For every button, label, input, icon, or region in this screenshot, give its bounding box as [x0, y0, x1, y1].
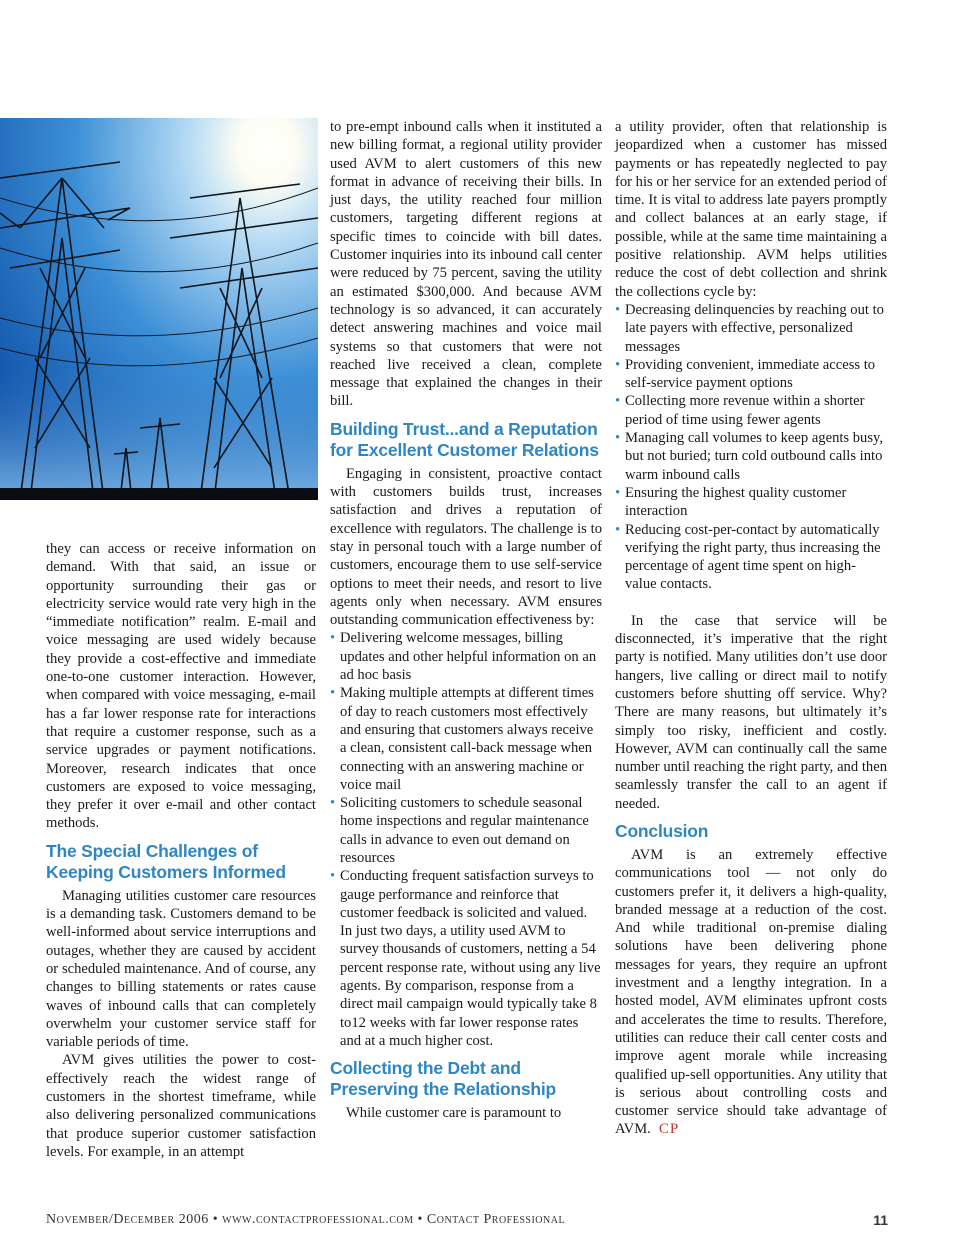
bullet-icon: •	[615, 484, 621, 501]
list-item: • Decreasing delinquencies by reaching out to late payers with effective, personalized messages	[615, 301, 884, 355]
page-footer	[46, 1212, 888, 1232]
section-heading: Building Trust...and a Reputation for Excellent Customer Relations	[330, 418, 599, 460]
list-item: • Conducting frequent satisfaction surveys to gauge performance and reinforce that customer feedback is solicited and valued. In just two days, a utility used AVM to survey thousands of customers, netting a 54 percent response rate, without using any live agents. By comparison, response from a direct mail campaign would typically take 8 to12 weeks with far lower response rates and at a much higher cost.	[330, 868, 601, 1049]
list-item: • Reducing cost-per-contact by automatically verifying the right party, thus increasing the percentage of agent time spent on high-value contacts.	[615, 521, 881, 593]
paragraph: Engaging in consistent, proactive contact with customers builds trust, increases satisfaction and drives a reputation of excellence with regulators. The challenge is to stay in personal touch with a large number of customers, encourage them to use self-service options to meet their needs, and resort to live agents only when necessary. AVM ensures outstanding communication effectiveness by:	[330, 465, 602, 629]
list-item: • Managing call volumes to keep agents busy, but not buried; turn cold outbound calls into warm inbound calls	[615, 430, 884, 483]
section-heading: The Special Challenges of Keeping Customers Informed	[46, 840, 286, 882]
bullet-icon: •	[330, 795, 336, 812]
list-item: • Delivering welcome messages, billing updates and other helpful information on an ad hoc basis	[330, 630, 597, 684]
paragraph: they can access or receive information on demand. With that said, an issue or opportunity surrounding their gas or electricity service would rate very high in the “immediate notification” realm. E-mail and voice messaging are used widely because they provide a cost-effective and immediate one-to-one customer interaction. However, when compared with voice messaging, e-mail has a far lower response rate for interactions that require a customer response, such as a service upgrades or payment notifications. Moreover, research indicates that once customers are exposed to voice messaging, they prefer it over e-mail and other contact methods.	[46, 541, 316, 832]
column-middle	[330, 118, 602, 1123]
paragraph: AVM gives utilities the power to cost-effectively reach the widest range of customers in the shortest timeframe, while also delivering personalized communications that produce superior customer satisfaction levels. For example, in an attempt	[46, 1052, 316, 1160]
section-heading: Conclusion	[615, 820, 709, 841]
bullet-icon: •	[615, 430, 621, 447]
page-number: 11	[873, 1212, 888, 1228]
list-item: • Making multiple attempts at different times of day to reach customers most effectively and ensuring that customers always receive a clean, consistent call-back message when connecting with an answering machine or voice mail	[330, 685, 594, 793]
bullet-icon: •	[615, 521, 621, 538]
paragraph: AVM is an extremely effective communications tool — not only do customers prefer it, it delivers a high-quality, branded message at a reduction of the cost. And while traditional on-premise dialing solutions have been delivering phone messages for years, they require an upfront investment and a lengthy integration. In a hosted model, AVM eliminates upfront costs and accelerates the time to results. Therefore, utilities can reduce their call center costs and improve agent morale while increasing qualified up-sell opportunities. Any utility that is serious about controlling costs and customer service should take advantage of AVM. CP	[615, 846, 887, 1138]
list-item: • Soliciting customers to schedule seasonal home inspections and regular maintenance calls in advance to even out demand on resources	[330, 795, 589, 866]
column-right	[615, 118, 887, 1139]
bullet-list	[615, 301, 887, 594]
paragraph: In the case that service will be disconnected, it’s imperative that the right party is notified. Many utilities don’t use door hangers, live calling or direct mail to notify customers before shutting off service. Why? There are many reasons, but ultimately it’s simply too risky, inefficient and costly. However, AVM can continually call the same number until reaching the right party, and then seamlessly transfer the call to an agent if needed.	[615, 612, 887, 812]
power-towers-photo	[0, 118, 318, 500]
column-left	[46, 540, 316, 1161]
section-heading: Collecting the Debt and Preserving the Relationship	[330, 1058, 557, 1100]
paragraph: Managing utilities customer care resources is a demanding task. Customers demand to be well-informed about service interruptions and outages, whether they are caused by accident or scheduled maintenance. And of course, any changes to billing statements or rates cause waves of inbound calls that can completely overwhelm your customer service staff for variable periods of time.	[46, 887, 316, 1051]
bullet-icon: •	[330, 630, 336, 647]
footer-text: November/December 2006 • www.contactprofessional.com • Contact Professional	[46, 1212, 566, 1227]
bullet-icon: •	[615, 301, 621, 318]
paragraph: While customer care is paramount to	[346, 1105, 562, 1122]
list-item: • Providing convenient, immediate access to self-service payment options	[615, 356, 876, 392]
power-transmission-towers-image	[0, 118, 318, 500]
bullet-list	[330, 629, 602, 1050]
bullet-icon: •	[330, 685, 336, 702]
list-item: • Ensuring the highest quality customer interaction	[615, 484, 847, 520]
bullet-icon: •	[615, 393, 621, 410]
bullet-icon: •	[615, 356, 621, 373]
bullet-icon: •	[330, 868, 336, 885]
list-item: • Collecting more revenue within a shorter period of time using fewer agents	[615, 393, 865, 428]
end-mark: CP	[658, 1121, 680, 1138]
paragraph: to pre-empt inbound calls when it instituted a new billing format, a regional utility provider used AVM to alert customers of this new format in advance of receiving their bills. In just days, the utility reached four million customers, targeting different regions at specific times to coincide with bill dates. Customer inquiries into its inbound call center were reduced by 75 percent, saving the utility an estimated $300,000. And because AVM technology is so advanced, it can accurately detect answering machines and voice mail systems so that customers that were not reached live received a clean, complete message that explained the changes in their bill.	[330, 119, 602, 410]
paragraph: a utility provider, often that relationship is jeopardized when a customer has missed payments or has repeatedly neglected to pay for his or her service for an extended period of time. It is vital to address late payers promptly and collect balances at an early stage, if possible, while at the same time maintaining a positive relationship. AVM helps utilities reduce the cost of debt collection and shrink the collections cycle by:	[615, 119, 887, 300]
